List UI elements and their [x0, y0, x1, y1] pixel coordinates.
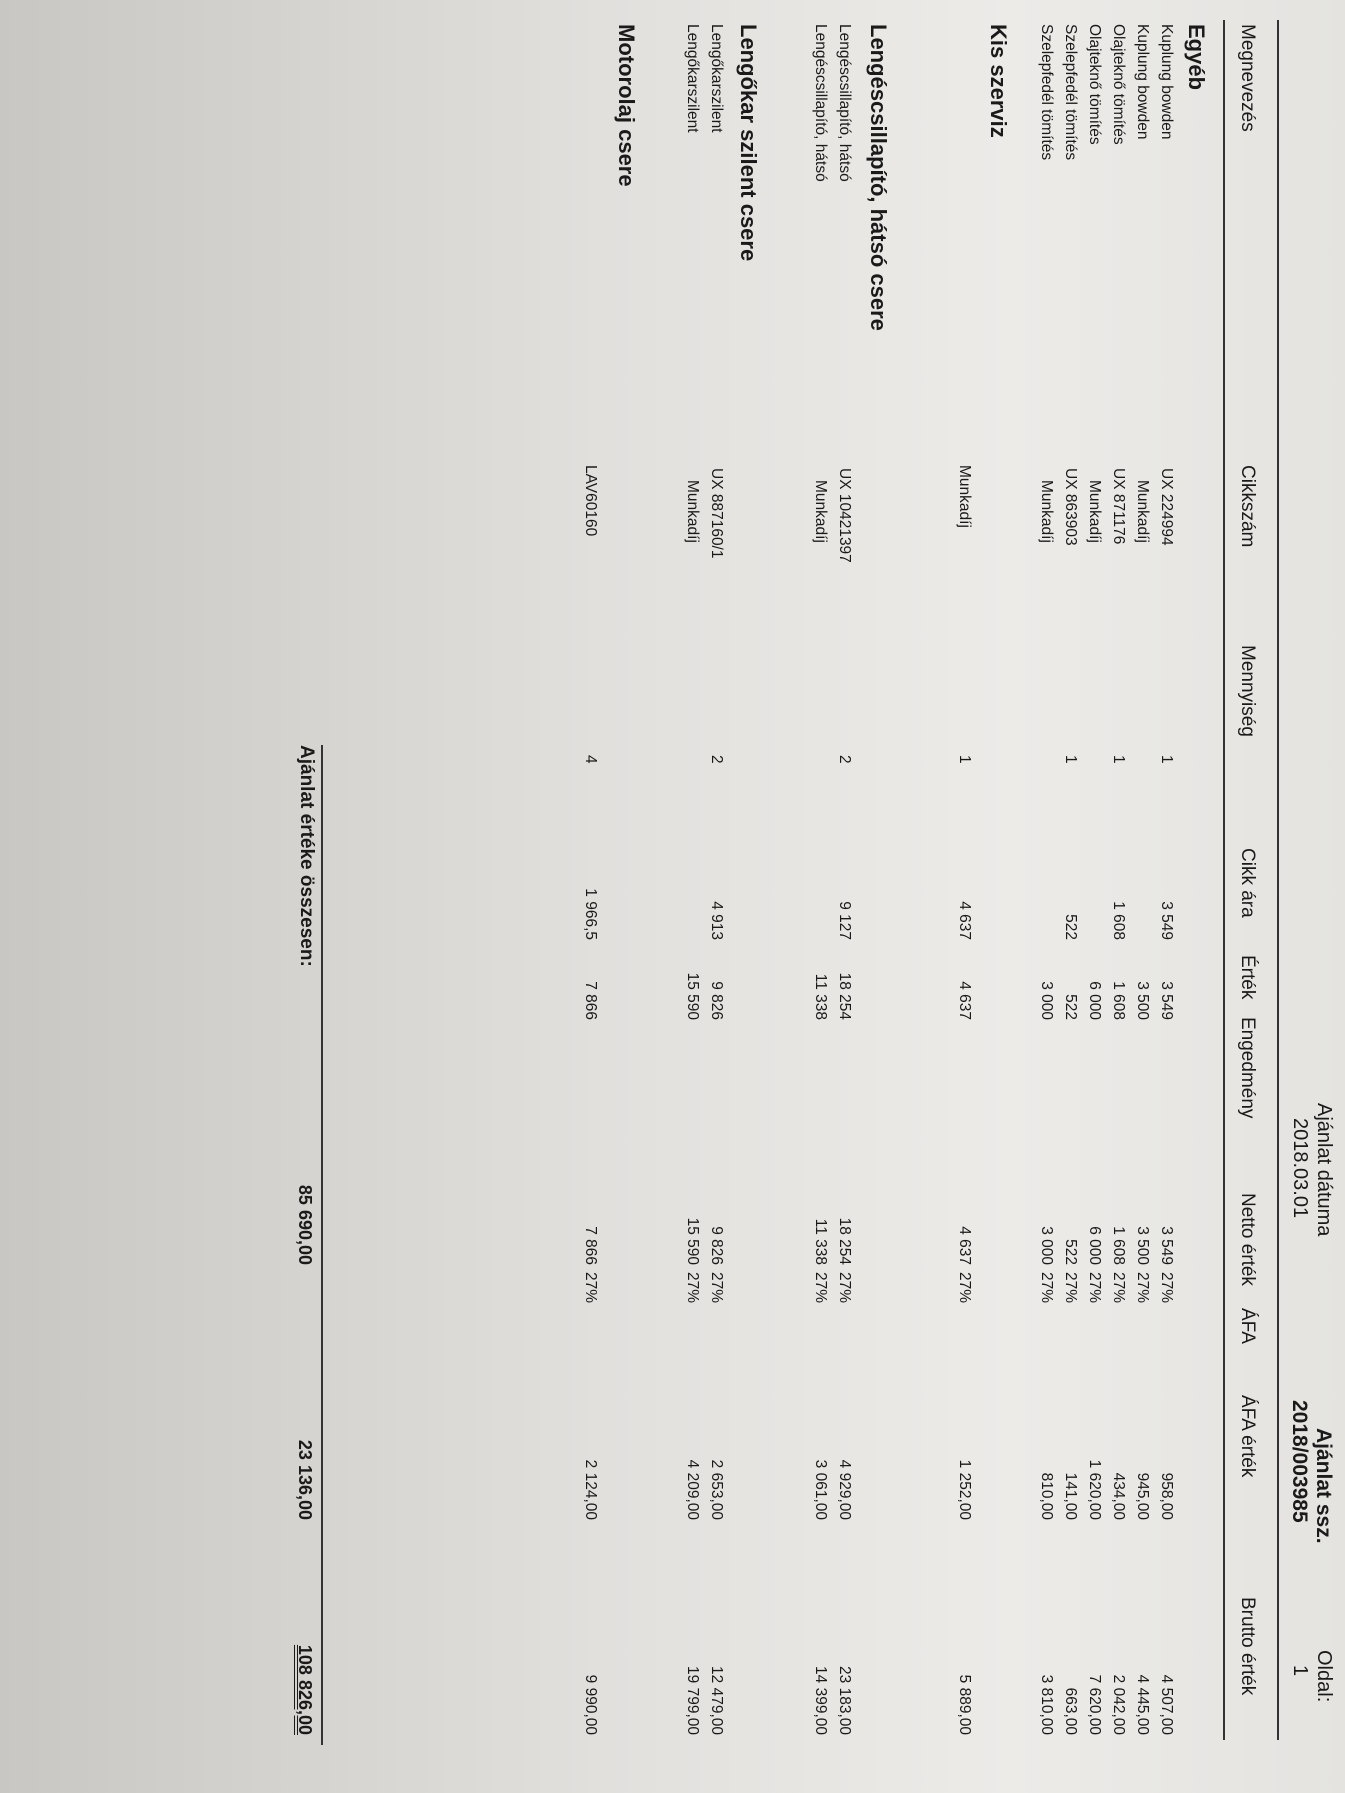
- row-vat-amount: 4 209,00: [684, 1459, 701, 1520]
- row-name: Szelepfedél tömítés: [1038, 24, 1055, 161]
- row-gross: 4 445,00: [1134, 1674, 1151, 1735]
- row-vat-amount: 3 061,00: [812, 1459, 829, 1520]
- row-value: 7 866: [582, 981, 599, 1020]
- row-unit-price: 1 966,5: [582, 888, 599, 940]
- row-name: Lengéscsillapító, hátsó: [812, 24, 829, 182]
- row-quantity: 1: [1062, 755, 1079, 764]
- row-part-number: UX 10421397: [836, 468, 853, 563]
- row-quantity: 1: [1158, 755, 1175, 764]
- row-value: 11 338: [812, 973, 829, 1020]
- row-unit-price: 522: [1062, 914, 1079, 940]
- row-net: 522: [1062, 1239, 1079, 1265]
- row-vat-amount: 141,00: [1062, 1472, 1079, 1520]
- col-header-vat-amount: ÁFA érték: [1237, 1395, 1258, 1478]
- row-part-number: LAV60160: [582, 465, 599, 537]
- row-gross: 4 507,00: [1158, 1674, 1175, 1735]
- row-gross: 663,00: [1062, 1687, 1079, 1735]
- row-vat-amount: 2 653,00: [708, 1459, 725, 1520]
- row-name: Lengéscsillapító, hátsó: [836, 24, 853, 182]
- row-gross: 14 399,00: [812, 1666, 829, 1735]
- row-value: 9 826: [708, 981, 725, 1020]
- row-gross: 23 183,00: [836, 1666, 853, 1735]
- row-unit-price: 4 637: [956, 901, 973, 940]
- row-net: 1 608: [1110, 1226, 1127, 1265]
- row-unit-price: 9 127: [836, 901, 853, 940]
- row-vat-amount: 1 620,00: [1086, 1459, 1103, 1520]
- col-header-unit-price: Cikk ára: [1237, 848, 1258, 918]
- row-part-number: UX 871176: [1110, 468, 1127, 545]
- section-title: Motorolaj csere: [614, 24, 639, 187]
- row-vat-amount: 2 124,00: [582, 1459, 599, 1520]
- row-vat: 27%: [684, 1272, 701, 1304]
- row-quantity: 1: [1110, 755, 1127, 764]
- row-net: 7 866: [582, 1226, 599, 1265]
- totals-vat: 23 136,00: [295, 1439, 315, 1520]
- row-vat-amount: 945,00: [1134, 1472, 1151, 1520]
- row-gross: 5 889,00: [956, 1674, 973, 1735]
- row-part-number: Munkadíj: [684, 480, 701, 543]
- row-vat: 27%: [708, 1272, 725, 1304]
- row-vat: 27%: [1158, 1272, 1175, 1304]
- row-name: Kuplung bowden: [1158, 24, 1175, 140]
- row-part-number: Munkadíj: [1086, 480, 1103, 543]
- row-unit-price: 4 913: [708, 901, 725, 940]
- row-net: 9 826: [708, 1226, 725, 1265]
- row-unit-price: 1 608: [1110, 901, 1127, 940]
- header-top-rule: [1278, 20, 1280, 1740]
- section-title: Lengőkar szilent csere: [736, 24, 761, 262]
- offer-number: 2018/003985: [1288, 1400, 1311, 1523]
- row-part-number: Munkadíj: [812, 480, 829, 543]
- row-vat: 27%: [836, 1272, 853, 1304]
- row-gross: 7 620,00: [1086, 1674, 1103, 1735]
- row-vat-amount: 810,00: [1038, 1472, 1055, 1520]
- row-net: 4 637: [956, 1226, 973, 1265]
- row-net: 6 000: [1086, 1226, 1103, 1265]
- row-vat: 27%: [1038, 1272, 1055, 1304]
- offer-number-label: Ajánlat ssz.: [1312, 1428, 1335, 1544]
- col-header-quantity: Mennyiség: [1237, 645, 1258, 737]
- totals-net: 85 690,00: [295, 1184, 315, 1265]
- col-header-discount: Engedmény: [1237, 1017, 1258, 1119]
- row-net: 15 590: [684, 1217, 701, 1265]
- row-name: Olajteknő tömítés: [1086, 24, 1103, 145]
- row-gross: 12 479,00: [708, 1666, 725, 1735]
- row-vat-amount: 958,00: [1158, 1472, 1175, 1520]
- row-value: 1 608: [1110, 981, 1127, 1020]
- row-net: 3 500: [1134, 1226, 1151, 1265]
- row-name: Lengőkarszilent: [684, 24, 701, 133]
- row-vat: 27%: [1110, 1272, 1127, 1304]
- row-vat-amount: 1 252,00: [956, 1459, 973, 1520]
- row-vat: 27%: [582, 1272, 599, 1304]
- row-part-number: Munkadíj: [956, 465, 973, 528]
- row-value: 3 549: [1158, 981, 1175, 1020]
- row-net: 18 254: [836, 1217, 853, 1265]
- col-header-vat: ÁFA: [1237, 1308, 1258, 1344]
- row-value: 18 254: [836, 972, 853, 1020]
- row-part-number: Munkadíj: [1134, 480, 1151, 543]
- row-quantity: 1: [956, 755, 973, 764]
- row-value: 522: [1062, 994, 1079, 1020]
- row-vat: 27%: [1086, 1272, 1103, 1304]
- page-number: 1: [1289, 1665, 1311, 1677]
- row-name: Szelepfedél tömítés: [1062, 24, 1079, 161]
- row-gross: 3 810,00: [1038, 1674, 1055, 1735]
- row-quantity: 2: [708, 755, 725, 764]
- totals-label: Ajánlat értéke összesen:: [296, 745, 317, 967]
- row-gross: 9 990,00: [582, 1674, 599, 1735]
- offer-date: 2018.03.01: [1289, 1118, 1311, 1219]
- row-value: 6 000: [1086, 981, 1103, 1020]
- row-gross: 19 799,00: [684, 1666, 701, 1735]
- row-vat: 27%: [1134, 1272, 1151, 1304]
- row-net: 3 000: [1038, 1226, 1055, 1265]
- col-header-name: Megnevezés: [1237, 24, 1258, 132]
- row-vat-amount: 434,00: [1110, 1472, 1127, 1520]
- col-header-part-number: Cikkszám: [1237, 465, 1258, 548]
- row-vat: 27%: [812, 1272, 829, 1304]
- row-net: 3 549: [1158, 1226, 1175, 1265]
- row-vat-amount: 4 929,00: [836, 1459, 853, 1520]
- row-vat: 27%: [1062, 1272, 1079, 1304]
- totals-rule: [322, 745, 324, 1745]
- row-unit-price: 3 549: [1158, 901, 1175, 940]
- row-gross: 2 042,00: [1110, 1674, 1127, 1735]
- row-name: Kuplung bowden: [1134, 24, 1151, 140]
- section-title: Lengéscsillapító, hátsó csere: [866, 24, 891, 331]
- row-part-number: UX 224994: [1158, 468, 1175, 546]
- offer-date-label: Ajánlat dátuma: [1313, 1103, 1335, 1237]
- row-value: 3 000: [1038, 981, 1055, 1020]
- page-label: Oldal:: [1313, 1650, 1335, 1703]
- section-title: Kis szerviz: [986, 24, 1011, 138]
- row-quantity: 4: [582, 755, 599, 764]
- totals-gross: 108 826,00: [295, 1644, 315, 1735]
- col-header-gross: Brutto érték: [1237, 1597, 1258, 1696]
- row-value: 4 637: [956, 981, 973, 1020]
- row-vat: 27%: [956, 1272, 973, 1304]
- row-quantity: 2: [836, 755, 853, 764]
- row-name: Olajteknő tömítés: [1110, 24, 1127, 145]
- row-value: 3 500: [1134, 981, 1151, 1020]
- section-title: Egyéb: [1184, 24, 1209, 91]
- col-header-value: Érték: [1237, 955, 1258, 1000]
- row-name: Lengőkarszilent: [708, 24, 725, 133]
- row-value: 15 590: [684, 972, 701, 1020]
- row-net: 11 338: [812, 1218, 829, 1265]
- row-part-number: UX 863903: [1062, 468, 1079, 546]
- col-header-net: Netto érték: [1237, 1193, 1258, 1286]
- row-part-number: UX 887160/1: [708, 468, 725, 559]
- header-bottom-rule: [1224, 20, 1226, 1740]
- row-part-number: Munkadíj: [1038, 480, 1055, 543]
